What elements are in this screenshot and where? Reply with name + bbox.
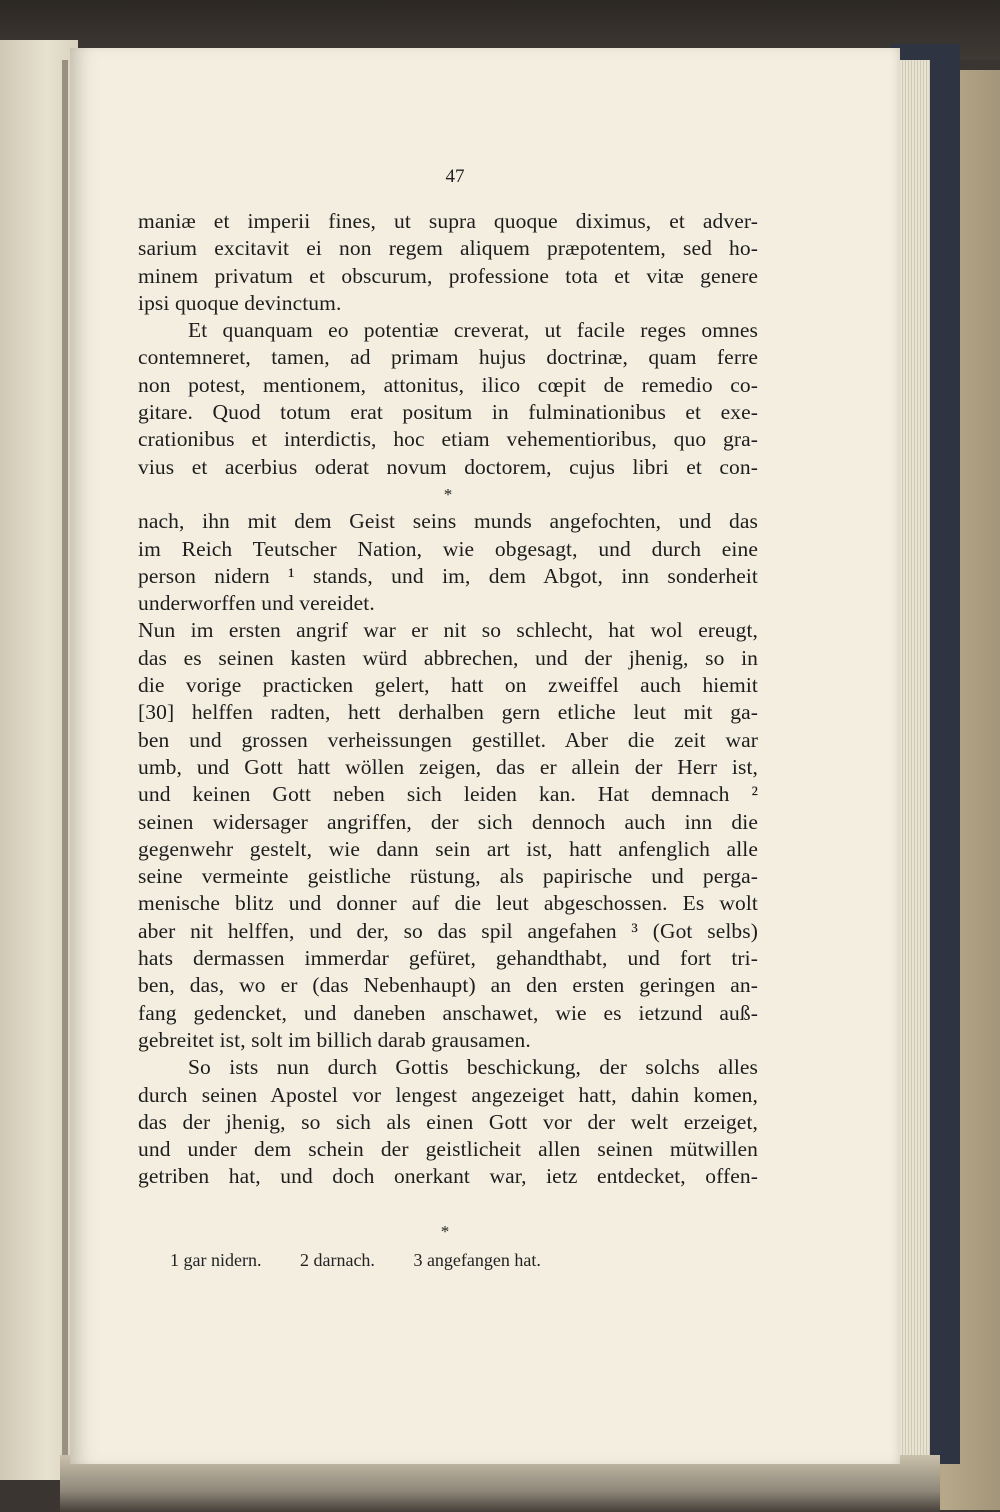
text-line: hats dermassen immerdar gefüret, gehandthabt, und fort tri- bbox=[138, 946, 758, 971]
text-line: seinen widersager angriffen, der sich dennoch auch inn die bbox=[138, 809, 758, 834]
text-line: und under dem schein der geistlicheit allen seinen mütwillen bbox=[138, 1137, 758, 1162]
section-separator: * bbox=[440, 1222, 450, 1241]
text-line: maniæ et imperii fines, ut supra quoque diximus, et adver- bbox=[138, 209, 758, 233]
text-line: umb, und Gott hatt wöllen zeigen, das er allein der Herr ist, bbox=[138, 754, 758, 779]
text-line: gebreitet ist, solt im billich darab grausamen. bbox=[138, 1027, 531, 1052]
text-line: ben, das, wo er (das Nebenhaupt) an den ersten geringen an- bbox=[138, 973, 758, 998]
gutter-shadow bbox=[62, 60, 68, 1460]
text-line: person nidern ¹ stands, und im, dem Abgot, inn sonderheit bbox=[138, 563, 758, 588]
text-line: menische blitz und donner auf die leut abgeschossen. Es wolt bbox=[138, 891, 758, 916]
page-number: 47 bbox=[445, 166, 465, 187]
text-line: underworffen und vereidet. bbox=[138, 591, 375, 616]
text-line: aber nit helffen, und der, so das spil angefahen ³ (Got selbs) bbox=[138, 918, 758, 943]
text-line: nach, ihn mit dem Geist seins munds angefochten, und das bbox=[138, 509, 758, 534]
text-line: durch seinen Apostel vor lengest angezeiget hatt, dahin komen, bbox=[138, 1082, 758, 1107]
text-line: getriben hat, und doch onerkant war, ietz entdecket, offen- bbox=[138, 1164, 758, 1189]
text-line: So ists nun durch Gottis beschickung, der solchs alles bbox=[188, 1055, 758, 1080]
text-line: seine vermeinte geistliche rüstung, als papirische und perga- bbox=[138, 864, 758, 889]
text-line: ben und grossen verheissungen gestillet. Aber die zeit war bbox=[138, 727, 758, 752]
text-line: minem privatum et obscurum, professione tota et vitæ genere bbox=[138, 263, 758, 288]
text-line: ipsi quoque devinctum. bbox=[138, 290, 342, 315]
footnote: 3 angefangen hat. bbox=[413, 1250, 541, 1270]
text-line: fang gedencket, und daneben anschawet, wie es ietzund auß- bbox=[138, 1000, 758, 1025]
text-line: vius et acerbius oderat novum doctorem, cujus libri et con- bbox=[138, 454, 758, 479]
text-line: non potest, mentionem, attonitus, ilico cœpit de remedio co- bbox=[138, 372, 758, 397]
footnote: 2 darnach. bbox=[299, 1250, 375, 1270]
text-line: gegenwehr gestelt, wie dann sein art ist, hatt anfenglich alle bbox=[138, 836, 758, 861]
text-line: crationibus et interdictis, hoc etiam vehementioribus, quo gra- bbox=[138, 427, 758, 452]
text-line: Et quanquam eo potentiæ creverat, ut facile reges omnes bbox=[188, 318, 758, 343]
text-line: Nun im ersten angrif war er nit so schlecht, hat wol ereugt, bbox=[138, 618, 758, 643]
text-line: contemneret, tamen, ad primam hujus doctrinæ, quam ferre bbox=[138, 345, 758, 370]
text-line: im Reich Teutscher Nation, wie obgesagt, und durch eine bbox=[138, 536, 758, 561]
footnotes bbox=[170, 1250, 575, 1271]
text-line: [30] helffen radten, hett derhalben gern etliche leut mit ga- bbox=[138, 700, 758, 725]
section-separator: * bbox=[443, 484, 453, 504]
text-line: gitare. Quod totum erat positum in fulminationibus et exe- bbox=[138, 400, 758, 425]
text-line: die vorige practicken gelert, hatt on zweiffel auch hiemit bbox=[138, 673, 758, 698]
text-line: das es seinen kasten würd abbrechen, und der jhenig, so in bbox=[138, 645, 758, 670]
text-line: und keinen Gott neben sich leiden kan. Hat demnach ² bbox=[138, 782, 758, 807]
footnote: 1 gar nidern. bbox=[170, 1250, 262, 1270]
text-line: das der jhenig, so sich als einen Gott vor der welt erzeiget, bbox=[138, 1109, 758, 1134]
main-text bbox=[138, 208, 758, 1191]
text-line: sarium excitavit ei non regem aliquem præpotentem, sed ho- bbox=[138, 236, 758, 261]
